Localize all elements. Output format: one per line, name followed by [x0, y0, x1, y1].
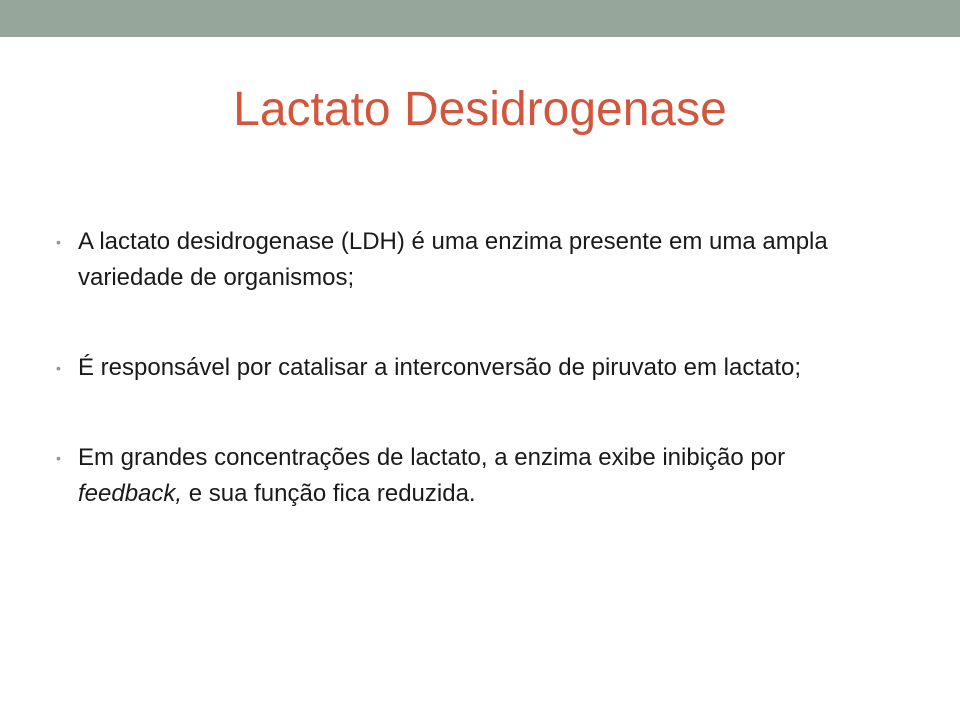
- top-accent-bar: [0, 0, 960, 37]
- bullet-text-after: e sua função fica reduzida.: [182, 480, 476, 507]
- bullet-text-emphasis: feedback,: [78, 480, 183, 507]
- bullet-list: [56, 224, 876, 566]
- slide-title: Lactato Desidrogenase: [233, 83, 727, 136]
- bullet-dot-icon: •: [56, 360, 61, 376]
- bullet-text: A lactato desidrogenase (LDH) é uma enzima presente em uma ampla variedade de organismos;: [78, 228, 828, 291]
- bullet-text: É responsável por catalisar a interconversão de piruvato em lactato;: [78, 354, 802, 381]
- bullet-dot-icon: •: [56, 450, 61, 466]
- bullet-item-3: [56, 440, 876, 512]
- bullet-item-1: [56, 224, 876, 296]
- bullet-item-2: [56, 350, 876, 386]
- bullet-text-before: Em grandes concentrações de lactato, a enzima exibe inibição por: [78, 444, 786, 471]
- bullet-dot-icon: •: [56, 234, 61, 250]
